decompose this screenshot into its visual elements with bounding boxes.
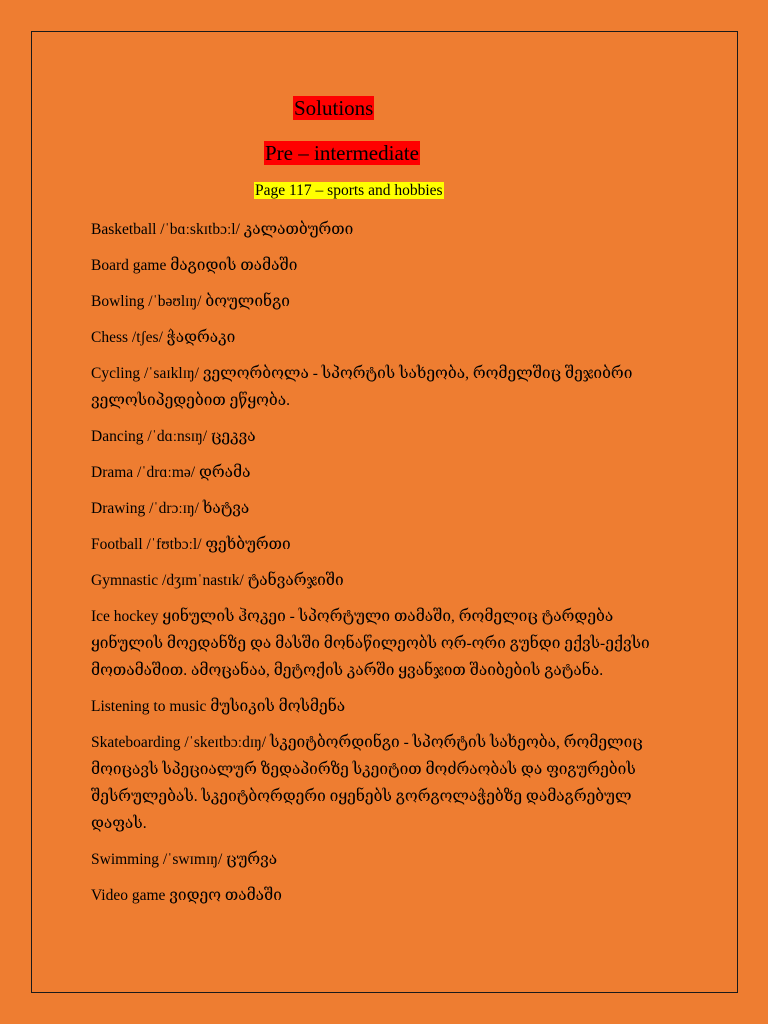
vocabulary-entry-skateboarding: Skateboarding /ˈskeɪtbɔːdɪŋ/ სკეიტბორდინგი - სპორტის სახეობა, რომელიც მოიცავს სპეციალურ ზედაპირზე სკეიტით მოძრაობას და ფიგურების შესრულებას. სკეიტბორდერი იყენებს გორგოლაჭებზე დამაგრებულ დაფას. [91, 734, 643, 832]
vocabulary-entry-bowling: Bowling /ˈbəʊlɪŋ/ ბოულინგი [91, 293, 290, 310]
vocabulary-entry-dancing: Dancing /ˈdɑːnsɪŋ/ ცეკვა [91, 428, 256, 445]
vocabulary-list [91, 216, 691, 918]
document-title-text: Solutions [294, 96, 374, 120]
vocabulary-entry-board-game: Board game მაგიდის თამაში [91, 257, 298, 274]
vocabulary-entry-ice-hockey: Ice hockey ყინულის ჰოკეი - სპორტული თამაში, რომელიც ტარდება ყინულის მოედანზე და მასში მონაწილეობს ორ-ორი გუნდი ექვს-ექვსი მოთამაშით. ამოცანაა, მეტოქის კარში ყვანჯით შაიბების გატანა. [91, 608, 650, 679]
vocabulary-entry-drama: Drama /ˈdrɑːmə/ დრამა [91, 464, 251, 481]
vocabulary-entry-swimming: Swimming /ˈswɪmɪŋ/ ცურვა [91, 851, 278, 868]
page-reference-text: Page 117 – sports and hobbies [255, 182, 443, 199]
vocabulary-entry-football: Football /ˈfʊtbɔːl/ ფეხბურთი [91, 536, 291, 553]
vocabulary-entry-listening-to-music: Listening to music მუსიკის მოსმენა [91, 698, 346, 715]
vocabulary-entry-chess: Chess /tʃes/ ჭადრაკი [91, 329, 236, 346]
page-reference [254, 180, 444, 202]
vocabulary-entry-drawing: Drawing /ˈdrɔːɪŋ/ ხატვა [91, 500, 250, 517]
vocabulary-entry-cycling: Cycling /ˈsaɪklɪŋ/ ველორბოლა - სპორტის სახეობა, რომელშიც შეჯიბრი ველოსიპედებით ეწყობა. [91, 365, 633, 409]
level-title [264, 140, 420, 166]
document-title [293, 95, 374, 121]
vocabulary-entry-video-game: Video game ვიდეო თამაში [91, 887, 282, 904]
vocabulary-entry-basketball: Basketball /ˈbɑːskɪtbɔːl/ კალათბურთი [91, 221, 354, 238]
level-title-text: Pre – intermediate [265, 141, 419, 165]
vocabulary-entry-gymnastic: Gymnastic /dʒɪmˈnastɪk/ ტანვარჯიში [91, 572, 344, 589]
